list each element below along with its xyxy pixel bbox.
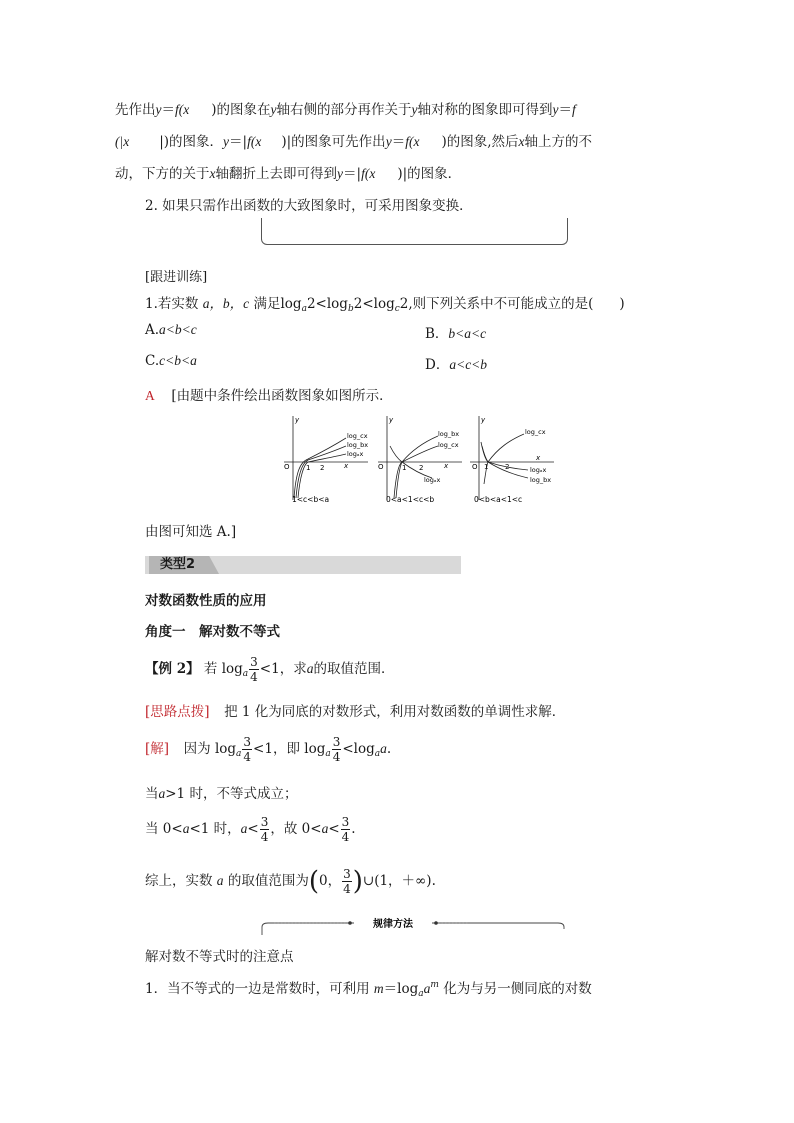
- origin-label: O: [284, 463, 290, 471]
- log-c-label: log_cx: [347, 432, 368, 440]
- origin-label: O: [472, 463, 478, 471]
- intro-line-4: 2. 如果只需作出函数的大致图象时，可采用图象变换．: [145, 198, 473, 214]
- solution-line-4: 综上，实数 a 的取值范围为(0， $\frac{3}{4}$ )∪(1，＋∞).: [145, 866, 436, 897]
- hint-label: [思路点拨]: [145, 704, 210, 720]
- hint: [思路点拨] 把 1 化为同底的对数形式，利用对数函数的单调性求解．: [145, 704, 566, 720]
- option-c: C.c<b<a: [145, 353, 197, 369]
- intro-line-1: 先作出y＝f(x )的图象在y轴右侧的部分再作关于y轴对称的图象即可得到y＝f: [115, 102, 576, 118]
- section-title: 对数函数性质的应用: [145, 593, 267, 609]
- tick-1: 1: [484, 463, 489, 471]
- question-1: 1.若实数 a，b，c 满足$\log_a2<\log_b2<\log_c2$,则下列关系中不可能成立的是( ): [145, 296, 625, 314]
- axis-x-label: x: [444, 462, 449, 470]
- figure-graph-3: [464, 412, 556, 504]
- log-b-label: log_bx: [438, 430, 460, 438]
- log-c-label: log_cx: [525, 428, 546, 436]
- log-a-label: logₐx: [424, 476, 441, 484]
- log-c-label: log_cx: [438, 441, 459, 449]
- answer-letter: A: [145, 388, 155, 403]
- section-type-bar: [145, 556, 461, 574]
- origin-label: O: [378, 463, 384, 471]
- solution-line-1: [解] 因为 $\log_a$ $\frac{3}{4}$ <1，即 $\log_a$ $\frac{3}{4}$ $<\log_aa$.: [145, 735, 392, 764]
- section-angle: 角度一 解对数不等式: [145, 624, 280, 640]
- conclusion: 由图可知选 A.]: [145, 524, 237, 540]
- axis-x-label: x: [344, 462, 349, 470]
- figure-graph-2: [372, 412, 464, 504]
- tick-2: 2: [320, 464, 325, 472]
- answer-line: A [由题中条件绘出函数图象如图所示．: [145, 388, 393, 404]
- section-divider-box: [261, 218, 568, 245]
- tick-1: 1: [306, 464, 311, 472]
- method-title: 规律方法: [373, 919, 413, 930]
- section-tag: 类型2: [160, 557, 196, 572]
- tick-1: 1: [402, 464, 407, 472]
- method-divider: [258, 917, 568, 937]
- figure-graph-1: [278, 412, 370, 504]
- option-a: A.a<b<c: [145, 322, 197, 338]
- log-a-label: logₐx: [530, 466, 547, 474]
- solution-label: [解]: [145, 741, 170, 757]
- caption-3: 0<b<a<1<c: [474, 495, 523, 504]
- practice-label: [跟进训练]: [145, 270, 208, 285]
- example-2: 【例 2】 若 $\log_a$ $\frac{3}{4}$ <1，求a的取值范围．: [145, 655, 395, 684]
- axis-y-label: y: [389, 416, 394, 424]
- log-b-label: log_bx: [530, 476, 552, 484]
- tick-2: 2: [505, 463, 510, 471]
- tick-2: 2: [419, 464, 424, 472]
- method-line-2: 1．当不等式的一边是常数时，可利用 $m=\log_aa^m$ 化为与另一侧同底的对数: [145, 980, 592, 999]
- log-a-label: logₐx: [347, 450, 364, 458]
- axis-y-label: y: [481, 416, 486, 424]
- axis-x-label: x: [536, 454, 541, 462]
- solution-line-2: 当a>1 时，不等式成立；: [145, 786, 298, 802]
- example-label: 【例 2】: [145, 661, 200, 677]
- log-b-label: log_bx: [347, 441, 369, 449]
- intro-line-3: 动，下方的关于x轴翻折上去即可得到y＝|f(x )|的图象．: [115, 166, 462, 182]
- axis-y-label: y: [295, 416, 300, 424]
- caption-1: 1<c<b<a: [292, 495, 330, 504]
- intro-line-2: (|x |)的图象．y＝|f(x )|的图象可先作出y＝f(x )的图象,然后x轴上方的不: [115, 134, 593, 150]
- option-d: D．a<c<b: [425, 357, 488, 373]
- option-b: B．b<a<c: [425, 326, 487, 342]
- method-line-1: 解对数不等式时的注意点: [145, 949, 294, 965]
- caption-2: 0<a<1<c<b: [386, 495, 435, 504]
- solution-line-3: 当 0<a<1 时，a< $\frac{3}{4}$ ，故 0<a< $\frac{3}{4}$ .: [145, 815, 356, 844]
